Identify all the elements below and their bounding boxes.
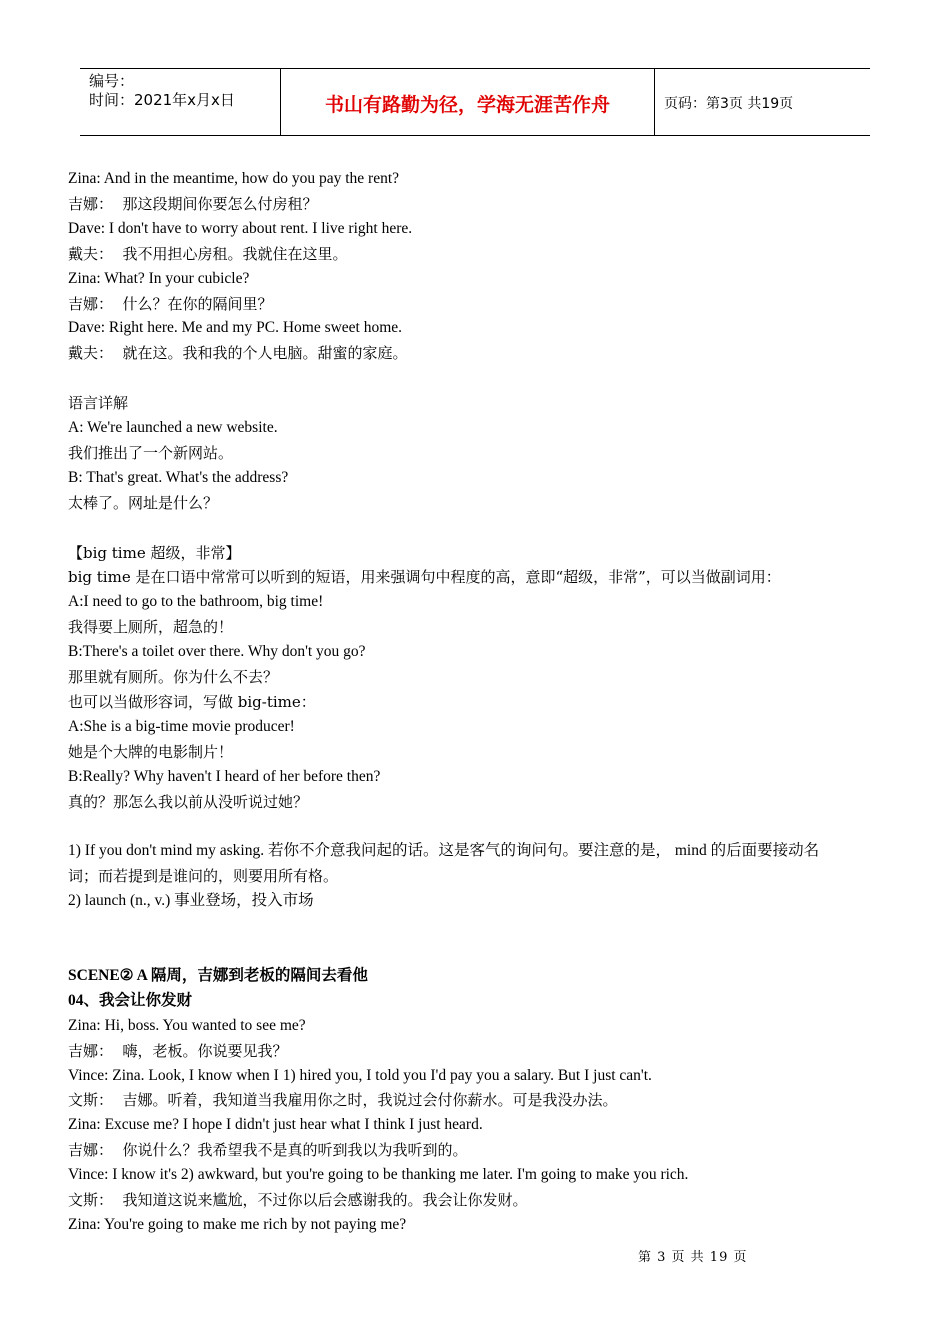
text-line: Vince: Zina. Look, I know when I 1) hired you, I told you I'd pay you a salary. But I just can't. xyxy=(68,1066,652,1084)
text-line: 我们推出了一个新网站。 xyxy=(68,443,234,462)
text-line: Zina: You're going to make me rich by not paying me? xyxy=(68,1215,407,1233)
text-line: B:There's a toilet over there. Why don't you go? xyxy=(68,643,366,661)
text-line: B:Really? Why haven't I heard of her before then? xyxy=(68,767,381,785)
text-line: Vince: I know it's 2) awkward, but you're going to be thanking me later. I'm going to make you rich. xyxy=(68,1166,689,1184)
text-line: A:I need to go to the bathroom, big time! xyxy=(68,593,324,611)
text-line: A:She is a big-time movie producer! xyxy=(68,717,295,735)
text-line: 文斯： 吉娜。听着，我知道当我雇用你之时，我说过会付你薪水。可是我没办法。 xyxy=(68,1091,618,1110)
text-line: Dave: I don't have to worry about rent. I live right here. xyxy=(68,219,413,237)
text-line: big time 是在口语中常常可以听到的短语，用来强调句中程度的高，意即“超级，非常”，可以当做副词用： xyxy=(68,568,781,587)
time-label: 时间：2021年x月x日 xyxy=(89,91,235,109)
text-line: Zina: Excuse me? I hope I didn't just hear what I think I just heard. xyxy=(68,1116,483,1134)
text-line: 2) launch (n., v.) 事业登场，投入市场 xyxy=(68,892,314,910)
text-line: B: That's great. What's the address? xyxy=(68,468,289,486)
header-meta-cell xyxy=(80,69,281,135)
text-line: 【big time 超级，非常】 xyxy=(68,543,241,562)
text-line: 太棒了。网址是什么？ xyxy=(68,493,219,512)
text-line: 真的？那怎么我以前从没听说过她？ xyxy=(68,792,309,811)
text-line xyxy=(68,914,888,939)
page-header xyxy=(80,68,870,136)
section-heading: SCENE② A 隔周，吉娜到老板的隔间去看他 xyxy=(68,966,368,984)
header-motto: 书山有路勤为径，学海无涯苦作舟 xyxy=(281,69,655,135)
document-body xyxy=(68,167,888,1238)
text-line: 1) If you don't mind my asking. 若你不介意我问起的话。这是客气的询问句。要注意的是， mind 的后面要接动名 xyxy=(68,842,820,860)
text-line: 吉娜： 什么？在你的隔间里？ xyxy=(68,294,273,313)
page-footer: 第 3 页 共 19 页 xyxy=(638,1250,748,1265)
text-line: Zina: Hi, boss. You wanted to see me? xyxy=(68,1016,306,1034)
text-line: 她是个大牌的电影制片！ xyxy=(68,742,234,761)
text-line: Dave: Right here. Me and my PC. Home sweet home. xyxy=(68,319,403,337)
number-label: 编号： xyxy=(89,72,135,90)
text-line xyxy=(68,939,888,964)
text-line: Zina: And in the meantime, how do you pay the rent? xyxy=(68,170,400,187)
text-line: 吉娜： 嗨，老板。你说要见我？ xyxy=(68,1041,288,1060)
text-line xyxy=(68,366,888,391)
text-line: 那里就有厕所。你为什么不去？ xyxy=(68,668,279,687)
text-line: 文斯： 我知道这说来尴尬，不过你以后会感谢我的。我会让你发财。 xyxy=(68,1191,528,1210)
text-line: 也可以当做形容词，写做 big-time： xyxy=(68,693,316,711)
text-line: 吉娜： 你说什么？我希望我不是真的听到我以为我听到的。 xyxy=(68,1141,468,1160)
text-line: 语言详解 xyxy=(68,394,129,413)
text-line: 词；而若提到是谁问的，则要用所有格。 xyxy=(68,867,339,886)
header-page-info: 页码：第3页 共19页 xyxy=(664,96,794,112)
text-line: 我得要上厕所，超急的！ xyxy=(68,618,234,637)
text-line xyxy=(68,815,888,840)
text-line: 吉娜： 那这段期间你要怎么付房租？ xyxy=(68,194,318,213)
text-line: 戴夫： 我不用担心房租。我就住在这里。 xyxy=(68,244,348,263)
section-heading: 04、我会让你发财 xyxy=(68,991,193,1009)
text-line: A: We're launched a new website. xyxy=(68,419,278,437)
text-line xyxy=(68,516,888,541)
text-line: 戴夫： 就在这。我和我的个人电脑。甜蜜的家庭。 xyxy=(68,344,408,363)
text-line: Zina: What? In your cubicle? xyxy=(68,269,250,287)
